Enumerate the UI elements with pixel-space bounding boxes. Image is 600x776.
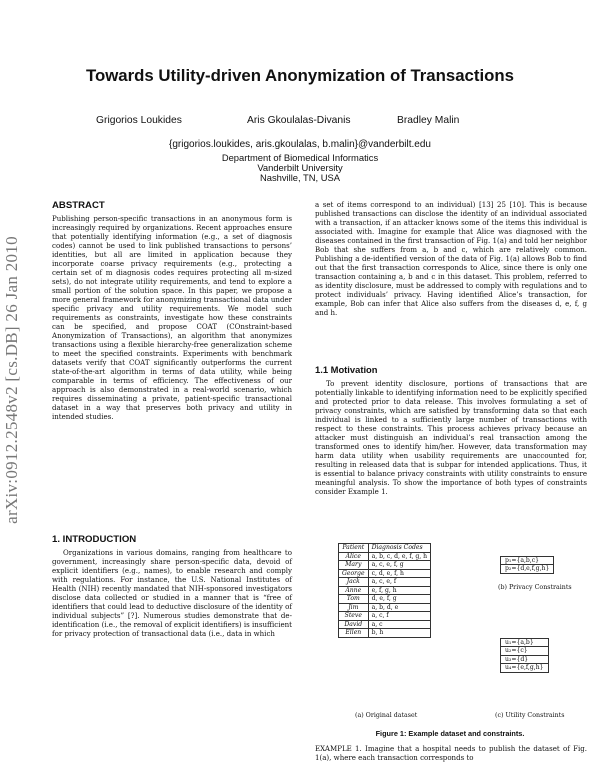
- codes-cell: b, h: [368, 629, 430, 638]
- affiliation-city: Nashville, TN, USA: [259, 172, 341, 183]
- table-row: [339, 578, 431, 587]
- utility-constraint: u₄={e,f,g,h}: [505, 664, 544, 672]
- codes-cell: c, d, e, f, h: [368, 569, 430, 578]
- intro-body: [52, 548, 292, 638]
- codes-cell: a, b, d, e: [368, 603, 430, 612]
- author-1: Grigorios Loukides: [96, 115, 182, 126]
- utility-constraints-box: [500, 638, 549, 673]
- paper-title: Towards Utility-driven Anonymization of Transactions: [86, 66, 514, 85]
- abstract-paragraph: Publishing person-specific transactions in an anonymous form is increasingly required by organizations. Recent approaches ensure that potentially identifying information (e.g., a set of diagnosis codes) cannot be used to link published transactions to persons’ identities, but all are limited in application because they incorporate coarse privacy requirements (e.g., protecting a certain set of m diagnosis codes requires protecting all m-sized sets), do not integrate utility requirements, and tend to explore a small portion of the solution space. In this paper, we propose a more general framework for anonymizing transactional data under specific privacy and utility requirements. We model such requirements as constraints, investigate how these constraints can be specified, and propose COAT (COnstraint-based Anonymization of Transactions), an algorithm that anonymizes transactions using a flexible hierarchy-free generalization scheme to meet the specified constraints. Experiments with benchmark datasets verify that COAT significantly outperforms the current state-of-the-art algorithm in terms of data utility, while being comparable in terms of efficiency. The effectiveness of our approach is also demonstrated in a real-world scenario, which requires disseminating a private, patient-specific transactional dataset in a way that preserves both privacy and utility in intended studies.: [52, 214, 292, 421]
- dataset-table: [338, 543, 431, 638]
- table-row: [339, 561, 431, 570]
- motivation-heading: 1.1 Motivation: [315, 364, 378, 375]
- patient-cell: Mary: [339, 561, 369, 570]
- patient-cell: Jack: [339, 578, 369, 587]
- utility-constraint: u₃={d}: [501, 656, 548, 664]
- caption-b: (b) Privacy Constraints: [498, 584, 572, 591]
- author-3: Bradley Malin: [397, 115, 460, 126]
- abstract-heading: ABSTRACT: [52, 200, 105, 211]
- column-header: Patient: [339, 544, 369, 553]
- table-row: [339, 552, 431, 561]
- caption-a: (a) Original dataset: [355, 712, 418, 719]
- figure-caption: Figure 1: Example dataset and constraints.: [375, 729, 525, 738]
- privacy-constraint: p₂={d,e,f,g,h}: [505, 565, 550, 573]
- codes-cell: a, b, c, d, e, f, g, h: [368, 552, 430, 561]
- table-row: [339, 595, 431, 604]
- patient-cell: Steve: [339, 612, 369, 621]
- patient-cell: Anne: [339, 586, 369, 595]
- author-2: Aris Gkoulalas-Divanis: [247, 115, 351, 126]
- codes-cell: a, c, f: [368, 612, 430, 621]
- patient-cell: Tom: [339, 595, 369, 604]
- privacy-constraint: p₁={a,b,c}: [501, 557, 553, 565]
- abstract-body: [52, 214, 292, 421]
- arxiv-stamp: [0, 180, 24, 580]
- table-row: [339, 629, 431, 638]
- motivation-paragraph: To prevent identity disclosure, portions of transactions that are potentially linkable to identifying information need to be explicitly specified and protected prior to data release. This involves formulating a set of privacy constraints, which are satisfied by transforming data so that each individual is linked to a sufficiently large number of transactions with respect to these constraints. This process achieves privacy because an attacker must distinguish an individual’s real transaction among the transformed ones to identify him/her. However, data transformation may harm data utility when usability requirements are unaccounted for, resulting in released data that is subpar for intended applications. Thus, it is essential to balance privacy constraints with utility constraints to ensure meaningful analysis. To show the importance of both types of constraints consider Example 1.: [315, 379, 587, 496]
- table-row: [339, 586, 431, 595]
- patient-cell: George: [339, 569, 369, 578]
- intro-paragraph: Organizations in various domains, ranging from healthcare to government, increasingly share person-specific data, devoid of explicit identifiers (e.g., names), to enable research and comply with regulations. For instance, the U.S. National Institutes of Health (NIH) recently mandated that NIH-sponsored investigators disclose data collected or studied in a manner that is “free of identifiers that could lead to deductive disclosure of the identity of individual subjects” [?]. Numerous studies demonstrate that de-identification (i.e., the removal of explicit identifiers) is insufficient for privacy protection of transactional data (i.e., data in which: [52, 548, 292, 638]
- utility-constraint: u₁={a,b}: [501, 639, 548, 647]
- author-emails: {grigorios.loukides, aris.gkoulalas, b.malin}@vanderbilt.edu: [169, 139, 431, 150]
- right-paragraph: a set of items correspond to an individual) [13] 25 [10]. This is because published transactions can disclose the identity of an individual associated with a transaction, if an attacker knows some of the items this individual is associated with. Imagine for example that Alice was diagnosed with the diseases contained in the first transaction of Fig. 1(a) and told her neighbor Bob that she suffers from a, b and c, which are relatively common. Publishing a de-identified version of the data of Fig. 1(a) allows Bob to find out that the first transaction corresponds to Alice, since there is only one transaction containing a, b and c in this dataset. This problem, referred to as identity disclosure, must be addressed to comply with regulations and to protect individuals’ privacy. Having identified Alice’s transaction, for example, Bob can infer that Alice also suffers from the diseases d, e, f, g and h.: [315, 200, 587, 317]
- arxiv-id: arXiv:0912.2548v2 [cs.DB] 26 Jan 2010: [2, 236, 21, 524]
- motivation-body: [315, 379, 587, 496]
- column-header: Diagnosis Codes: [368, 544, 430, 553]
- table-row: [339, 569, 431, 578]
- codes-cell: a, c, e, f, g: [368, 561, 430, 570]
- right-column-text: [315, 200, 587, 317]
- codes-cell: a, c: [368, 620, 430, 629]
- table-header-row: [339, 544, 431, 553]
- table-row: [339, 612, 431, 621]
- codes-cell: a, c, e, f: [368, 578, 430, 587]
- codes-cell: d, e, f, g: [368, 595, 430, 604]
- table-row: [339, 603, 431, 612]
- intro-heading: 1. INTRODUCTION: [52, 534, 137, 545]
- codes-cell: e, f, g, h: [368, 586, 430, 595]
- affiliation-univ: Vanderbilt University: [257, 162, 343, 173]
- table-row: [339, 620, 431, 629]
- affiliation-dept: Department of Biomedical Informatics: [221, 152, 379, 163]
- patient-cell: David: [339, 620, 369, 629]
- patient-cell: Jim: [339, 603, 369, 612]
- caption-c: (c) Utility Constraints: [495, 712, 565, 719]
- utility-constraint: u₂={c}: [501, 647, 548, 655]
- privacy-constraints-box: [500, 556, 554, 574]
- example-text: EXAMPLE 1. Imagine that a hospital needs to publish the dataset of Fig. 1(a), where each transaction corresponds to: [315, 744, 587, 762]
- patient-cell: Alice: [339, 552, 369, 561]
- patient-cell: Ellen: [339, 629, 369, 638]
